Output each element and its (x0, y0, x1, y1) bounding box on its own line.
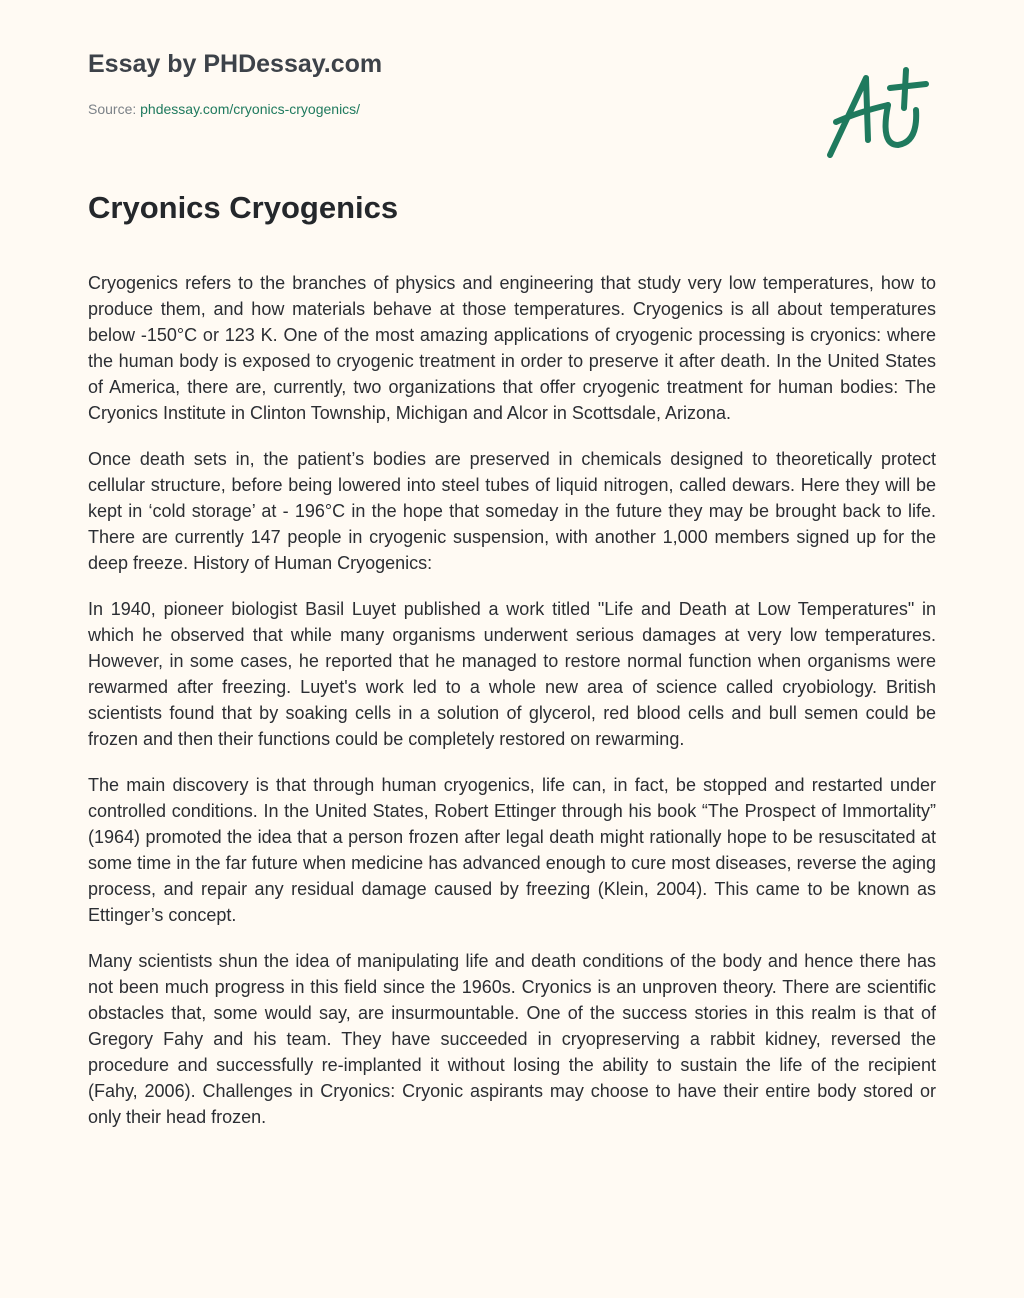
source-line (88, 101, 360, 117)
paragraph: Cryogenics refers to the branches of physics and engineering that study very low temperatures, how to produce them, and how materials behave at those temperatures. Cryogenics is all about temperatures below -150°C or 123 K. One of the most amazing applications of cryogenic processing is cryonics: where the human body is exposed to cryogenic treatment in order to preserve it after death. In the United States of America, there are, currently, two organizations that offer cryogenic treatment for human bodies: The Cryonics Institute in Clinton Township, Michigan and Alcor in Scottsdale, Arizona. (88, 273, 936, 423)
essay-body (88, 270, 936, 1250)
source-label: Source: (88, 101, 137, 117)
page-title: Cryonics Cryogenics (88, 190, 399, 225)
paragraph: Once death sets in, the patient’s bodies are preserved in chemicals designed to theoretically protect cellular structure, before being lowered into steel tubes of liquid nitrogen, called dewars. Here they will be kept in ‘cold storage’ at - 196°C in the hope that someday in the future they may be brought back to life. There are currently 147 people in cryogenic suspension, with another 1,000 members signed up for the deep freeze. History of Human Cryogenics: (88, 449, 936, 573)
source-link[interactable]: phdessay.com/cryonics-cryogenics/ (140, 101, 361, 117)
site-brand: Essay by PHDessay.com (88, 50, 383, 78)
a-plus-logo-icon (818, 60, 933, 165)
paragraph: Many scientists shun the idea of manipulating life and death conditions of the body and hence there has not been much progress in this field since the 1960s. Cryonics is an unproven theory. There are scientific obstacles that, some would say, are insurmountable. One of the success stories in this realm is that of Gregory Fahy and his team. They have succeeded in cryopreserving a rabbit kidney, reversed the procedure and successfully re-implanted it without losing the ability to sustain the life of the recipient (Fahy, 2006). Challenges in Cryonics: Cryonic aspirants may choose to have their entire body stored or only their head frozen. (88, 951, 936, 1127)
paragraph: The main discovery is that through human cryogenics, life can, in fact, be stopped and restarted under controlled conditions. In the United States, Robert Ettinger through his book “The Prospect of Immortality” (1964) promoted the idea that a person frozen after legal death might rationally hope to be resuscitated at some time in the far future when medicine has advanced enough to cure most diseases, reverse the aging process, and repair any residual damage caused by freezing (Klein, 2004). This came to be known as Ettinger’s concept. (88, 775, 936, 925)
paragraph: In 1940, pioneer biologist Basil Luyet published a work titled "Life and Death at Low Temperatures" in which he observed that while many organisms underwent serious damages at very low temperatures. However, in some cases, he reported that he managed to restore normal function when organisms were rewarmed after freezing. Luyet's work led to a whole new area of science called cryobiology. British scientists found that by soaking cells in a solution of glycerol, red blood cells and bull semen could be frozen and then their functions could be completely restored on rewarming. (88, 599, 936, 749)
